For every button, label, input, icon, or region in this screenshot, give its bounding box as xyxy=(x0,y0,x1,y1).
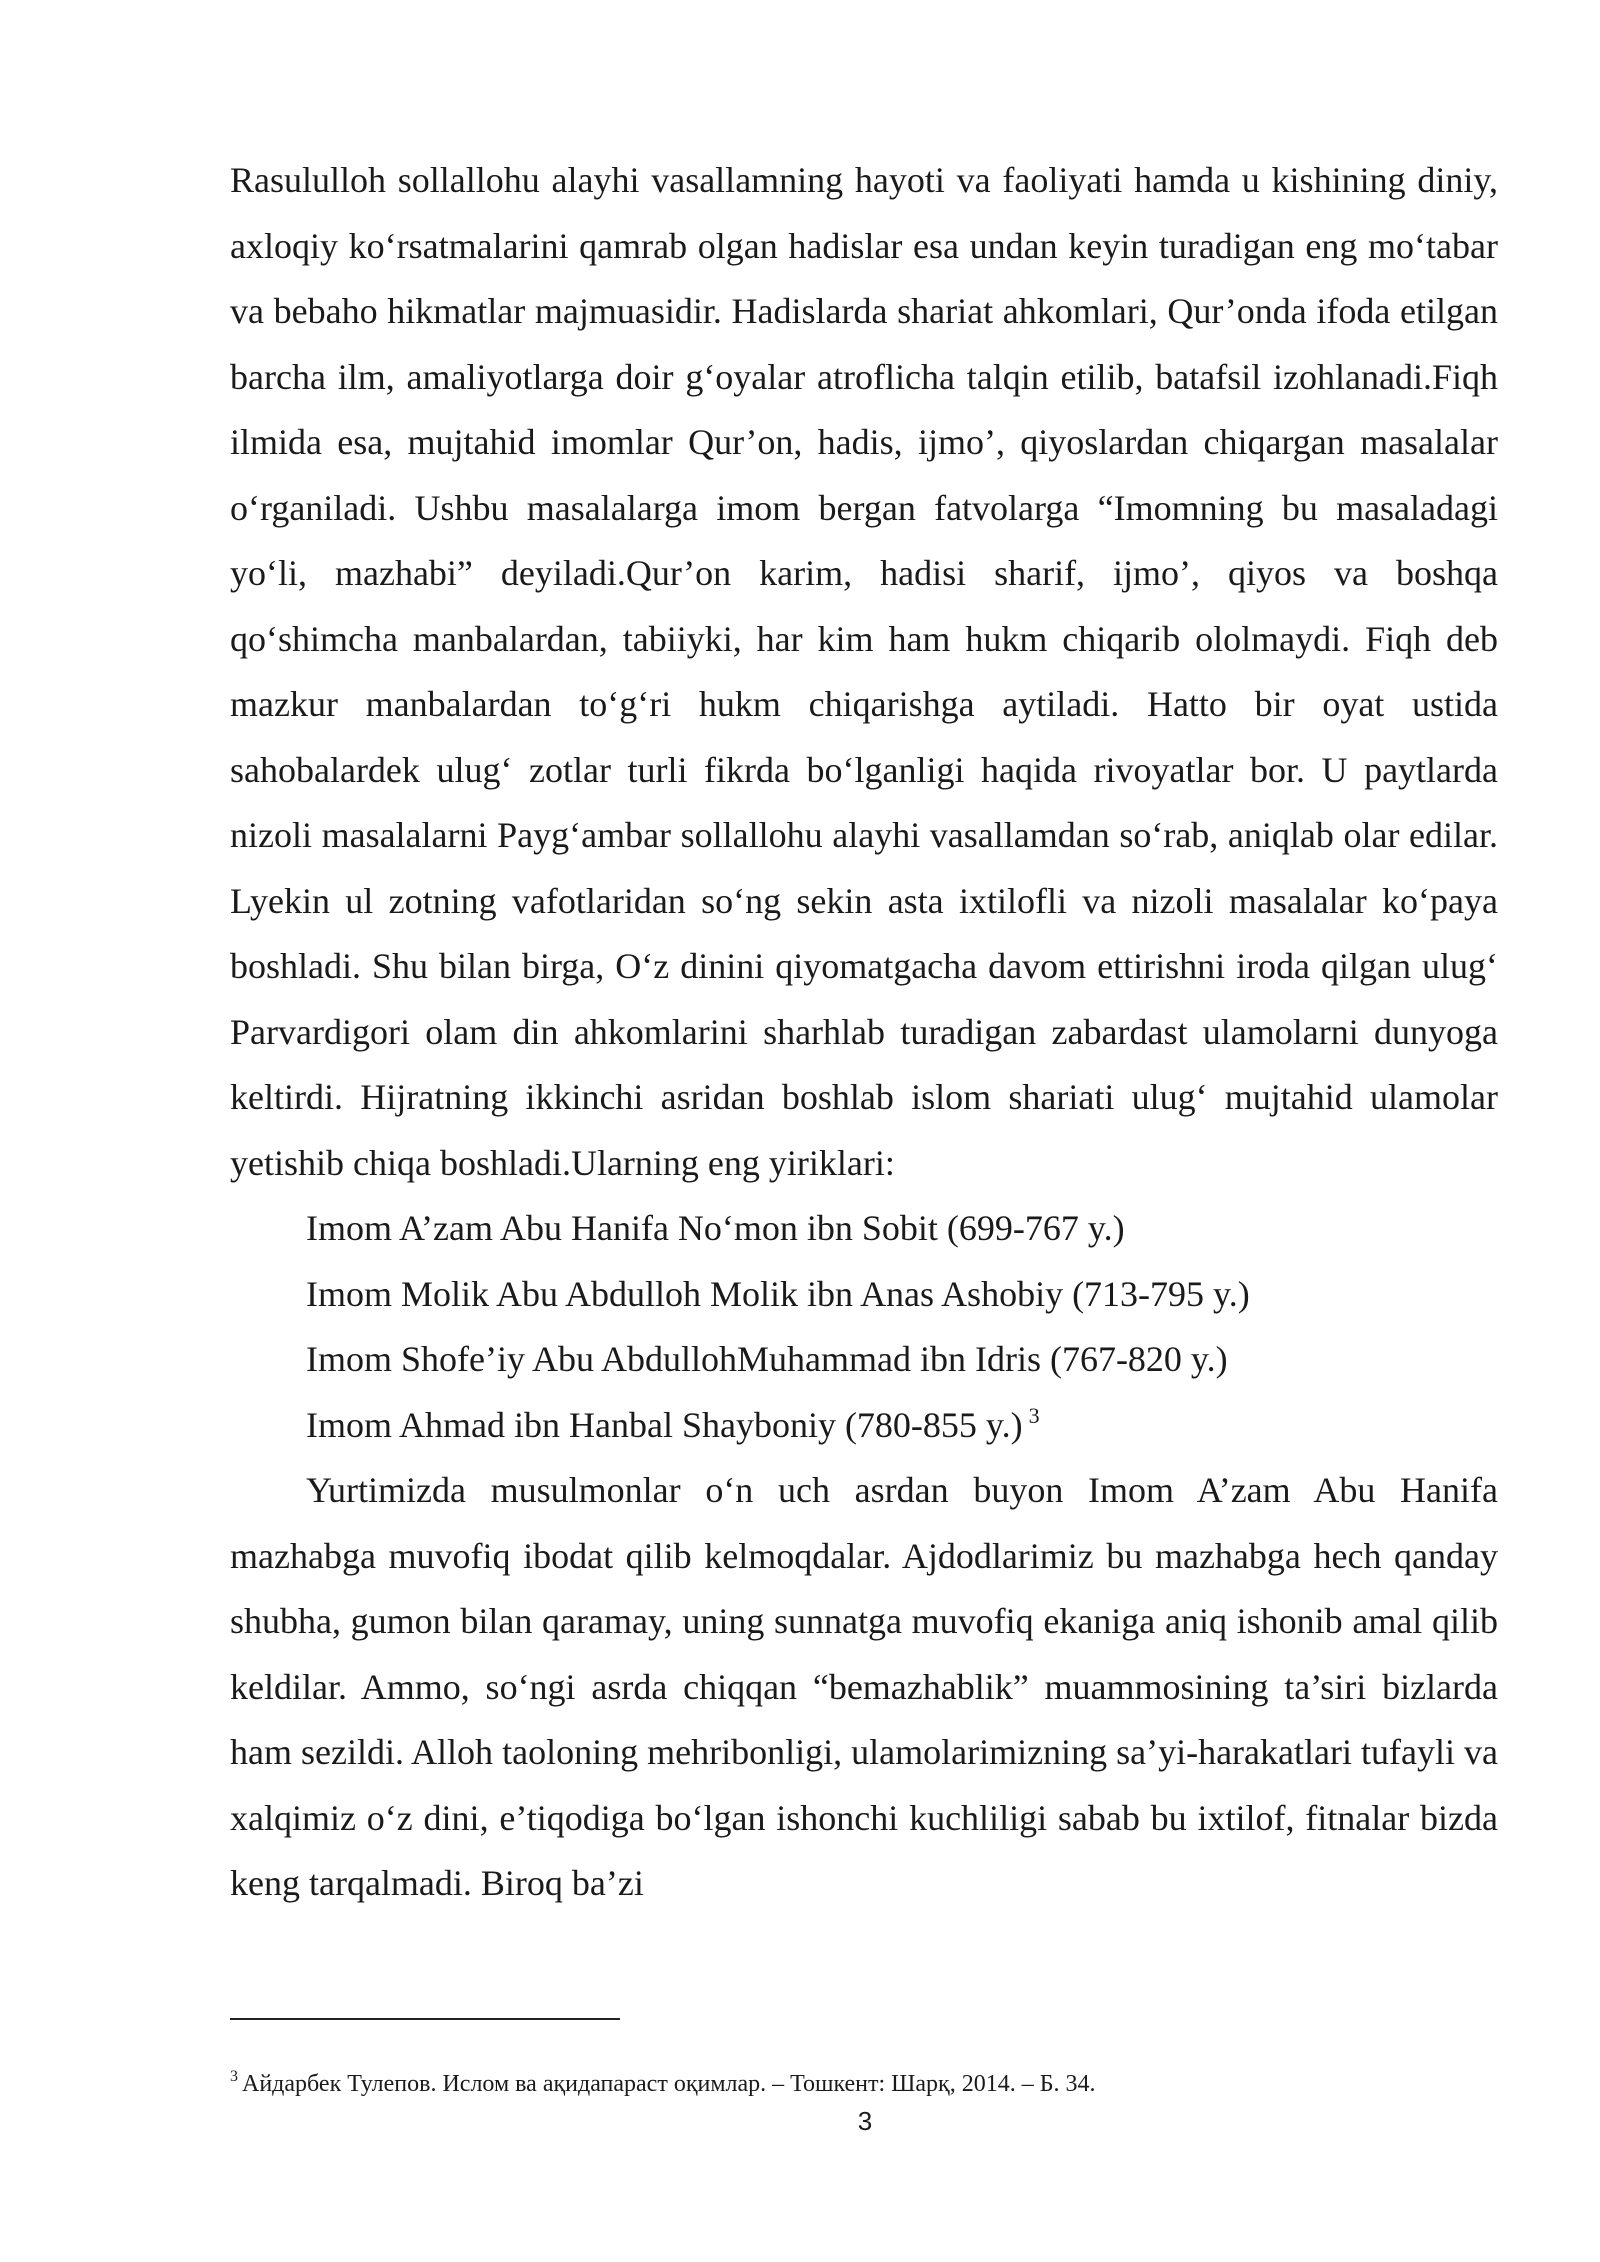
footnote-number: 3 xyxy=(230,2068,238,2085)
list-item-imam-abu-hanifa: Imom A’zam Abu Hanifa Noʻmon ibn Sobit (699-767 y.) xyxy=(306,1208,1125,1248)
body-text xyxy=(230,148,1498,1917)
page-number: 3 xyxy=(857,2106,873,2136)
paragraph-yurtimizda: Yurtimizda musulmonlar oʻn uch asrdan buyon Imom A’zam Abu Hanifa mazhabga muvofiq ibodat qilib kelmoqdalar. Ajdodlarimiz bu mazhabga hech qanday shubha, gumon bilan qaramay, uning sunnatga muvofiq ekaniga aniq ishonib amal qilib keldilar. Ammo, soʻngi asrda chiqqan “bemazhablik” muammosining ta’siri bizlarda ham sezildi. Alloh taoloning mehribonligi, ulamolarimizning sa’yi-harakatlari tufayli va xalqimiz oʻz dini, e’tiqodiga boʻlgan ishonchi kuchliligi sabab bu ixtilof, fitnalar bizda keng tarqalmadi. Biroq ba’zi xyxy=(230,1470,1498,1903)
list-item-imam-ahmad xyxy=(230,1393,1498,1459)
list-item-imam-ahmad-text: Imom Ahmad ibn Hanbal Shayboniy (780-855 y.) xyxy=(306,1404,1023,1445)
footnote xyxy=(230,2068,1498,2100)
footnote-reference[interactable]: 3 xyxy=(1028,1402,1040,1428)
footnote-separator xyxy=(230,2018,620,2020)
list-item-imam-shofeiy: Imom Shofe’iy Abu AbdullohMuhammad ibn Idris (767-820 y.) xyxy=(306,1339,1228,1379)
footnote-text: Айдарбек Тулепов. Ислом ва ақидапараст оқимлар. – Тошкент: Шарқ, 2014. – Б. 34. xyxy=(242,2071,1096,2097)
list-item-imam-molik: Imom Molik Abu Abdulloh Molik ibn Anas Ashobiy (713-795 y.) xyxy=(306,1273,1250,1314)
paragraph-hadith-fiqh: Rasululloh sollallohu alayhi vasallamning hayoti va faoliyati hamda u kishining diniy, axloqiy koʻrsatmalarini qamrab olgan hadislar esa undan keyin turadigan eng moʻtabar va bebaho hikmatlar majmuasidir. Hadislarda shariat ahkomlari, Qur’onda ifoda etilgan barcha ilm, amaliyotlarga doir gʻoyalar atroflicha talqin etilib, batafsil izohlanadi.Fiqh ilmida esa, mujtahid imomlar Qur’on, hadis, ijmo’, qiyoslardan chiqargan masalalar oʻrganiladi. Ushbu masalalarga imom bergan fatvolarga “Imomning bu masaladagi yoʻli, mazhabi” deyiladi.Qur’on karim, hadisi sharif, ijmo’, qiyos va boshqa qoʻshimcha manbalardan, tabiiyki, har kim ham hukm chiqarib ololmaydi. Fiqh deb mazkur manbalardan toʻgʻri hukm chiqarishga aytiladi. Hatto bir oyat ustida sahobalardek ulugʻ zotlar turli fikrda boʻlganligi haqida rivoyatlar bor. U paytlarda nizoli masalalarni Paygʻambar sollallohu alayhi vasallamdan soʻrab, aniqlab olar edilar. Lyekin ul zotning vafotlaridan soʻng sekin asta ixtilofli va nizoli masalalar koʻpaya boshladi. Shu bilan birga, Oʻz dinini qiyomatgacha davom ettirishni iroda qilgan ulugʻ Parvardigori olam din ahkomlarini sharhlab turadigan zabardast ulamolarni dunyoga keltirdi. Hijratning ikkinchi asridan boshlab islom shariati ulugʻ mujtahid ulamolar yetishib chiqa boshladi.Ularning eng yiriklari: xyxy=(230,160,1498,1183)
